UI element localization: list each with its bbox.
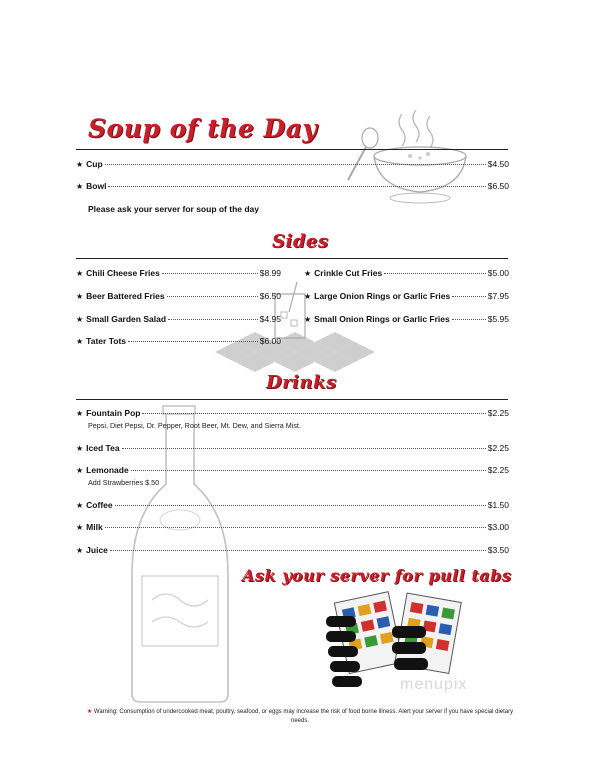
star-icon: ★ — [76, 466, 84, 475]
menu-item — [304, 314, 509, 325]
leader-dots — [167, 296, 258, 297]
item-name: Beer Battered Fries — [86, 291, 165, 301]
star-icon: ★ — [76, 160, 84, 169]
menu-item — [304, 268, 509, 279]
item-price: $6.50 — [259, 291, 281, 301]
item-price: $3.50 — [487, 545, 509, 555]
item-price: $4.50 — [487, 159, 509, 169]
leader-dots — [384, 273, 486, 274]
soup-rule — [76, 149, 508, 150]
sides-rule — [76, 258, 508, 259]
soup-note: Please ask your server for soup of the day — [88, 204, 260, 214]
item-price: $8.99 — [259, 268, 281, 278]
menu-item — [76, 268, 281, 279]
item-name: Cup — [86, 159, 103, 169]
menu-item — [304, 291, 509, 302]
leader-dots — [142, 413, 485, 414]
food-safety-warning — [80, 708, 520, 726]
section-title-sides: Sides — [272, 231, 329, 252]
star-icon: ★ — [304, 269, 312, 278]
item-price: $1.50 — [487, 500, 509, 510]
item-name: Iced Tea — [86, 443, 120, 453]
item-note: Add Strawberries $.50 — [88, 478, 160, 487]
star-icon: ★ — [304, 292, 312, 301]
star-icon: ★ — [76, 182, 84, 191]
menu-item — [76, 181, 509, 192]
menu-item — [76, 291, 281, 302]
item-note: Pepsi, Diet Pepsi, Dr. Pepper, Root Beer, Mt. Dew, and Sierra Mist. — [88, 421, 301, 430]
star-icon: ★ — [76, 501, 84, 510]
item-price: $2.25 — [487, 465, 509, 475]
star-icon: ★ — [86, 709, 94, 715]
leader-dots — [131, 470, 486, 471]
star-icon: ★ — [76, 546, 84, 555]
item-price: $7.95 — [487, 291, 509, 301]
star-icon: ★ — [76, 337, 84, 346]
menu-item — [76, 443, 509, 454]
item-name: Small Onion Rings or Garlic Fries — [314, 314, 450, 324]
item-name: Juice — [86, 545, 108, 555]
menu-item — [76, 500, 509, 511]
menu-item — [76, 336, 281, 347]
leader-dots — [105, 527, 486, 528]
star-icon: ★ — [304, 315, 312, 324]
item-name: Tater Tots — [86, 336, 126, 346]
warning-text: Warning: Consumption of undercooked meat, poultry, seafood, or eggs may increase the risk of food borne illness. Alert your server if you have special dietary needs. — [93, 709, 514, 724]
menu-item — [76, 465, 509, 476]
leader-dots — [128, 341, 258, 342]
item-name: Milk — [86, 522, 103, 532]
item-name: Chili Cheese Fries — [86, 268, 160, 278]
leader-dots — [452, 319, 486, 320]
item-price: $6.50 — [487, 181, 509, 191]
leader-dots — [105, 164, 486, 165]
leader-dots — [168, 319, 258, 320]
item-name: Fountain Pop — [86, 408, 141, 418]
item-price: $2.25 — [487, 443, 509, 453]
drinks-rule — [76, 399, 508, 400]
item-price: $5.95 — [487, 314, 509, 324]
star-icon: ★ — [76, 292, 84, 301]
leader-dots — [110, 550, 486, 551]
menu-item — [76, 522, 509, 533]
star-icon: ★ — [76, 315, 84, 324]
leader-dots — [162, 273, 258, 274]
pull-tabs-heading: Ask your server for pull tabs — [242, 566, 512, 585]
star-icon: ★ — [76, 269, 84, 278]
menu-item — [76, 314, 281, 325]
item-price: $3.00 — [487, 522, 509, 532]
star-icon: ★ — [76, 409, 84, 418]
item-name: Lemonade — [86, 465, 129, 475]
item-price: $6.00 — [259, 336, 281, 346]
leader-dots — [115, 505, 486, 506]
leader-dots — [452, 296, 486, 297]
item-name: Small Garden Salad — [86, 314, 167, 324]
section-title-soup: Soup of the Day — [88, 114, 318, 143]
item-name: Bowl — [86, 181, 107, 191]
menu-item — [76, 408, 509, 419]
item-price: $2.25 — [487, 408, 509, 418]
item-name: Crinkle Cut Fries — [314, 268, 383, 278]
star-icon: ★ — [76, 523, 84, 532]
section-title-drinks: Drinks — [266, 372, 337, 393]
watermark: menupix — [400, 676, 468, 693]
star-icon: ★ — [76, 444, 84, 453]
item-name: Coffee — [86, 500, 113, 510]
menu-item — [76, 545, 509, 556]
menu-item — [76, 159, 509, 170]
leader-dots — [122, 448, 486, 449]
item-price: $4.95 — [259, 314, 281, 324]
item-name: Large Onion Rings or Garlic Fries — [314, 291, 451, 301]
leader-dots — [108, 186, 485, 187]
item-price: $5.00 — [487, 268, 509, 278]
